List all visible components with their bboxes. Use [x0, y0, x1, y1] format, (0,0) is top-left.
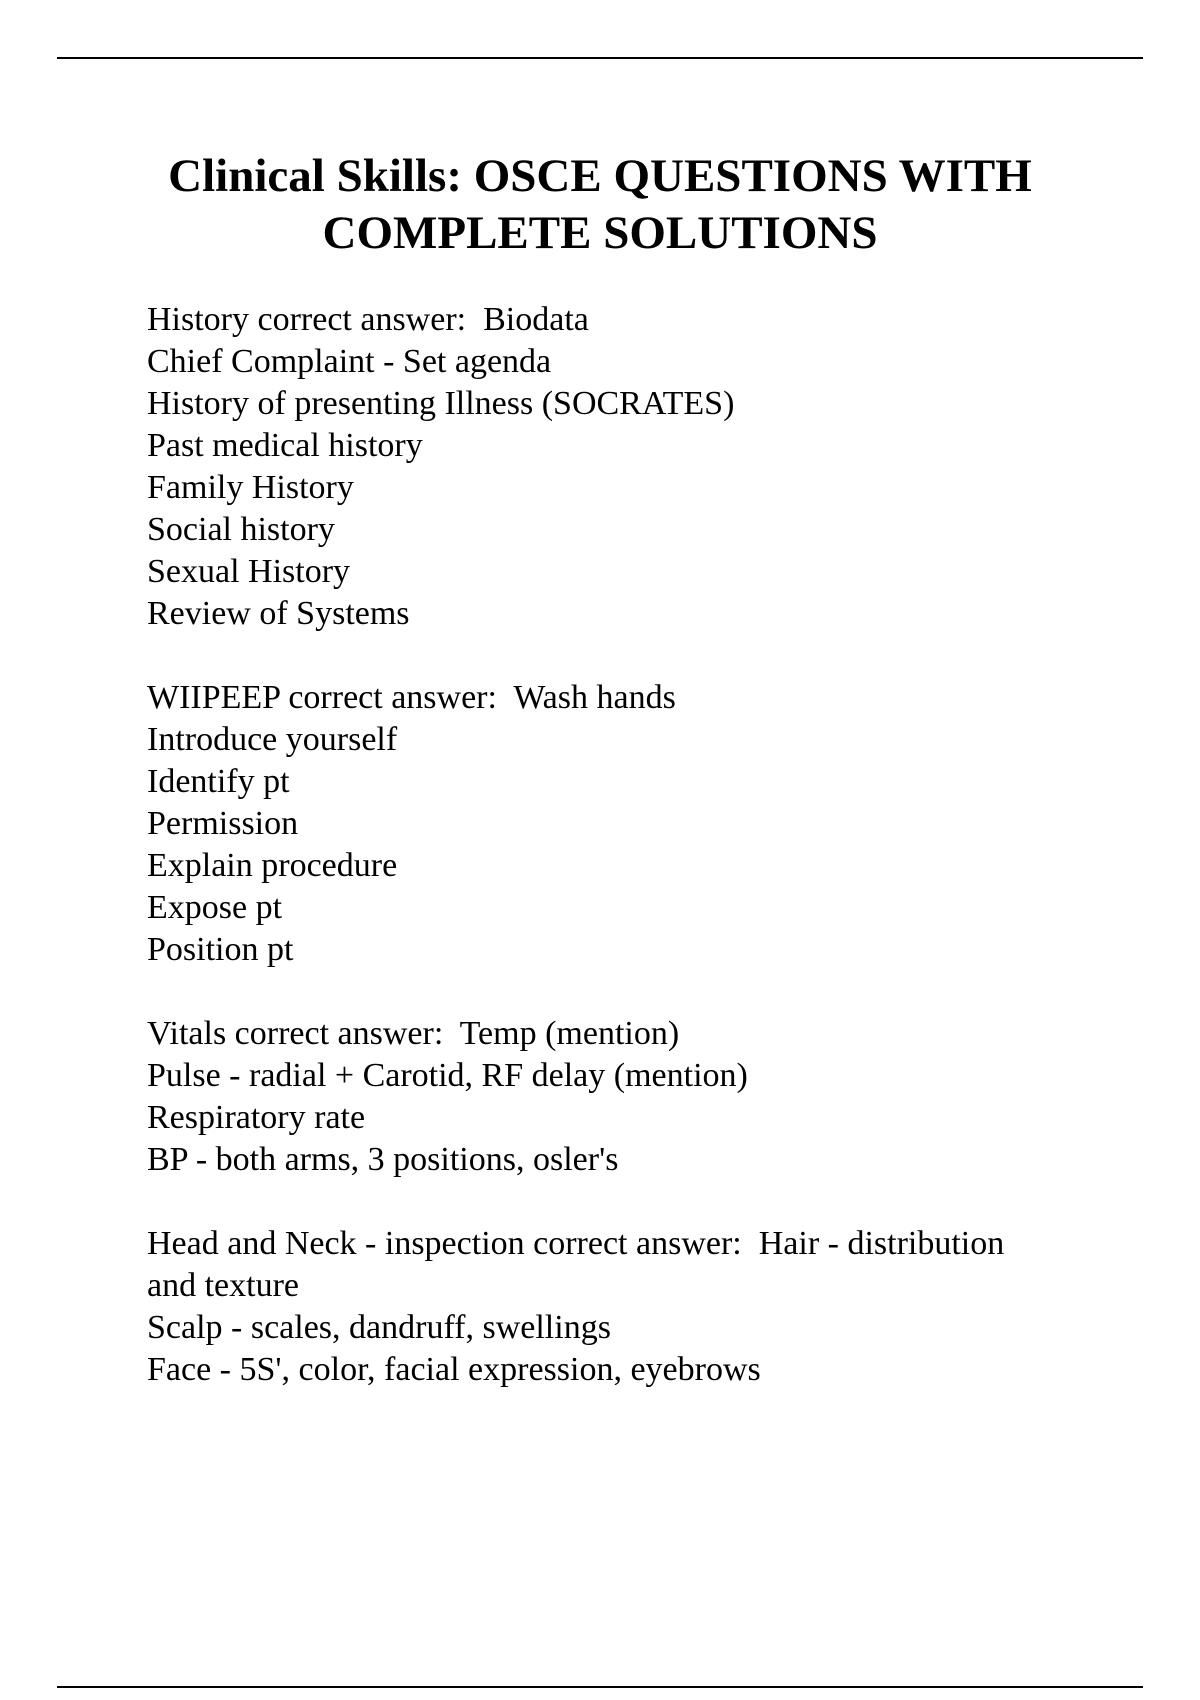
- qa-line: BP - both arms, 3 positions, osler's: [147, 1141, 619, 1178]
- bottom-rule: [57, 1686, 1143, 1688]
- qa-line: Pulse - radial + Carotid, RF delay (mention): [147, 1057, 748, 1094]
- qa-line: Position pt: [147, 931, 294, 968]
- qa-line: Identify pt: [147, 763, 290, 800]
- qa-history: [147, 299, 1107, 635]
- qa-line: Expose pt: [147, 889, 283, 926]
- qa-head-and-neck: [147, 1223, 1107, 1391]
- top-rule: [57, 57, 1143, 59]
- qa-line: Introduce yourself: [147, 721, 398, 758]
- qa-line: Past medical history: [147, 427, 423, 464]
- qa-line: Review of Systems: [147, 595, 410, 632]
- qa-line: History correct answer: Biodata: [147, 301, 589, 338]
- document-body: [147, 299, 1107, 1433]
- qa-line: and texture: [147, 1267, 299, 1304]
- qa-line: Chief Complaint - Set agenda: [147, 343, 552, 380]
- qa-wiipeep: [147, 677, 1107, 971]
- qa-line: Sexual History: [147, 553, 351, 590]
- qa-line: History of presenting Illness (SOCRATES): [147, 385, 735, 422]
- title-line-1: Clinical Skills: OSCE QUESTIONS WITH: [168, 150, 1032, 202]
- qa-line: Face - 5S', color, facial expression, eyebrows: [147, 1351, 761, 1388]
- title-line-2: COMPLETE SOLUTIONS: [322, 207, 878, 259]
- qa-line: Social history: [147, 511, 335, 548]
- qa-line: Permission: [147, 805, 299, 842]
- qa-line: WIIPEEP correct answer: Wash hands: [147, 679, 676, 716]
- page-title: [100, 148, 1100, 262]
- qa-line: Scalp - scales, dandruff, swellings: [147, 1309, 611, 1346]
- qa-line: Respiratory rate: [147, 1099, 366, 1136]
- qa-line: Family History: [147, 469, 354, 506]
- qa-line: Explain procedure: [147, 847, 398, 884]
- qa-line: Vitals correct answer: Temp (mention): [147, 1015, 680, 1052]
- qa-line: Head and Neck - inspection correct answer: Hair - distribution: [147, 1225, 1005, 1262]
- qa-vitals: [147, 1013, 1107, 1181]
